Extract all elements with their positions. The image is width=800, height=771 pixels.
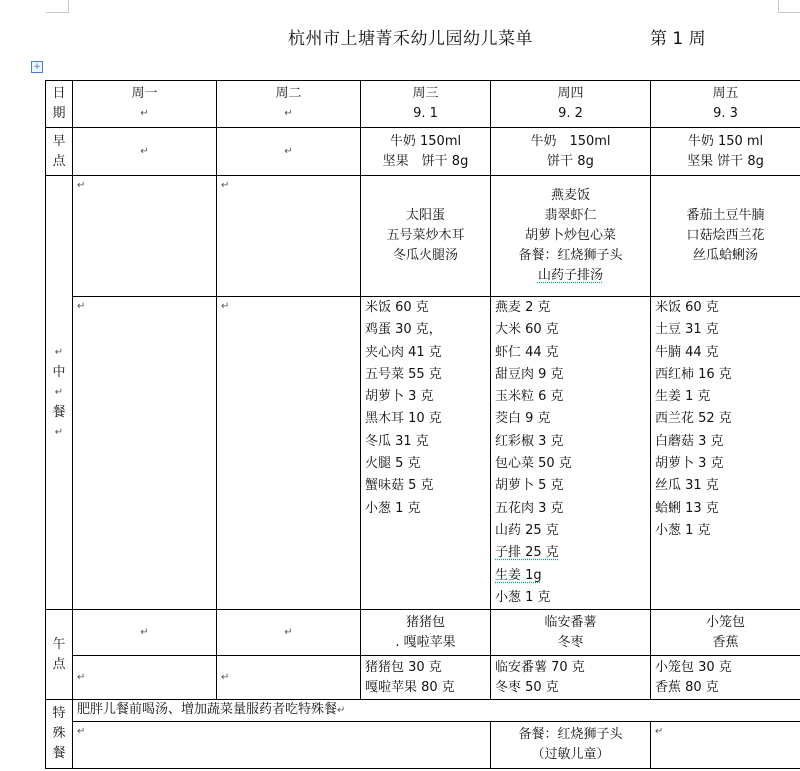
menu-title bbox=[0, 24, 800, 69]
day-header-tue: 周二 ↵ bbox=[217, 81, 361, 128]
breakfast-mon: ↵ bbox=[73, 128, 217, 176]
breakfast-fri: 牛奶 150 ml 坚果 饼干 8g bbox=[651, 128, 800, 176]
snack-amounts-thu: 临安番薯 70 克 冬枣 50 克 bbox=[491, 656, 651, 700]
lunch-dishes-mon: ↵ bbox=[73, 176, 217, 297]
lunch-ingredients-mon: ↵ bbox=[73, 297, 217, 610]
special-detail-mon-wed: ↵ bbox=[73, 722, 491, 769]
snack-items-row bbox=[46, 610, 800, 656]
snack-amounts-row bbox=[46, 656, 800, 700]
row-header-date: 日 期 bbox=[46, 81, 73, 128]
day-header-fri bbox=[651, 81, 800, 128]
lunch-ingredients-thu: 燕麦 2 克 大米 60 克 虾仁 44 克 甜豆肉 9 克 玉米粒 6 克 茭白 9 克 红彩椒 3 克 包心菜 50 克 胡萝卜 5 克 五花肉 3 克 山药 25 克 子排 25 克 生姜 1g 小葱 1 克 bbox=[491, 297, 651, 610]
row-header-lunch: ↵ 中 ↵ 餐 ↵ bbox=[46, 176, 73, 610]
day-date: 9. 3 bbox=[713, 106, 738, 121]
breakfast-wed: 牛奶 150ml 坚果 饼干 8g bbox=[361, 128, 491, 176]
day-name: 周四 bbox=[557, 86, 584, 101]
special-detail-fri: ↵ bbox=[651, 722, 800, 769]
page-corner-mark-right bbox=[778, 0, 800, 13]
snack-items-mon: ↵ bbox=[73, 610, 217, 656]
lunch-ingredients-wed: 米饭 60 克 鸡蛋 30 克， 夹心肉 41 克 五号菜 55 克 胡萝卜 3 克 黑木耳 10 克 冬瓜 31 克 火腿 5 克 蟹味菇 5 克 小葱 1 克 bbox=[361, 297, 491, 610]
row-header-breakfast: 早 点 bbox=[46, 128, 73, 176]
day-header-thu bbox=[491, 81, 651, 128]
day-header-mon: 周一 ↵ bbox=[73, 81, 217, 128]
page-corner-mark-left bbox=[46, 0, 69, 13]
snack-items-fri: 小笼包 香蕉 bbox=[651, 610, 800, 656]
snack-items-thu: 临安番薯 冬枣 bbox=[491, 610, 651, 656]
day-name: 周一 bbox=[131, 86, 158, 101]
snack-items-wed: 猪猪包 . 嘎啦苹果 bbox=[361, 610, 491, 656]
lunch-dishes-tue: ↵ bbox=[217, 176, 361, 297]
school-menu-title: 杭州市上塘菁禾幼儿园幼儿菜单 bbox=[288, 29, 533, 49]
lunch-ingredients-fri: 米饭 60 克 土豆 31 克 牛腩 44 克 西红柿 16 克 生姜 1 克 西兰花 52 克 白蘑菇 3 克 胡萝卜 3 克 丝瓜 31 克 蛤蜊 13 克 小葱 1 克 bbox=[651, 297, 800, 610]
breakfast-thu: 牛奶 150ml 饼干 8g bbox=[491, 128, 651, 176]
day-header-wed bbox=[361, 81, 491, 128]
lunch-ingredients-tue: ↵ bbox=[217, 297, 361, 610]
menu-table bbox=[45, 80, 800, 769]
lunch-dishes-thu: 燕麦饭 翡翠虾仁 胡萝卜炒包心菜 备餐：红烧狮子头 山药子排汤 bbox=[491, 176, 651, 297]
row-header-special: 特 殊 餐 bbox=[46, 700, 73, 769]
special-detail-row bbox=[46, 722, 800, 769]
special-meal-note: 肥胖儿餐前喝汤、增加蔬菜量服药者吃特殊餐↵ bbox=[73, 700, 800, 722]
day-name: 周二 bbox=[275, 86, 302, 101]
snack-amounts-fri: 小笼包 30 克 香蕉 80 克 bbox=[651, 656, 800, 700]
day-date: 9. 1 bbox=[413, 106, 438, 121]
day-name: 周五 bbox=[712, 86, 739, 101]
day-name: 周三 bbox=[412, 86, 439, 101]
lunch-ingredients-row bbox=[46, 297, 800, 610]
snack-amounts-wed: 猪猪包 30 克 嘎啦苹果 80 克 bbox=[361, 656, 491, 700]
day-header-row bbox=[46, 81, 800, 128]
lunch-dishes-row bbox=[46, 176, 800, 297]
week-label: 第 1 周 bbox=[650, 29, 706, 49]
lunch-dishes-wed: 太阳蛋 五号菜炒木耳 冬瓜火腿汤 bbox=[361, 176, 491, 297]
table-move-handle-icon[interactable]: + bbox=[31, 61, 43, 73]
row-header-snack: 午 点 bbox=[46, 610, 73, 700]
special-detail-thu: 备餐：红烧狮子头 （过敏儿童） bbox=[491, 722, 651, 769]
breakfast-row bbox=[46, 128, 800, 176]
special-note-row bbox=[46, 700, 800, 722]
breakfast-tue: ↵ bbox=[217, 128, 361, 176]
snack-amounts-mon: ↵ bbox=[73, 656, 217, 700]
snack-amounts-tue: ↵ bbox=[217, 656, 361, 700]
day-date: 9. 2 bbox=[558, 106, 583, 121]
snack-items-tue: ↵ bbox=[217, 610, 361, 656]
lunch-dishes-fri: 番茄土豆牛腩 口菇烩西兰花 丝瓜蛤蜊汤 bbox=[651, 176, 800, 297]
